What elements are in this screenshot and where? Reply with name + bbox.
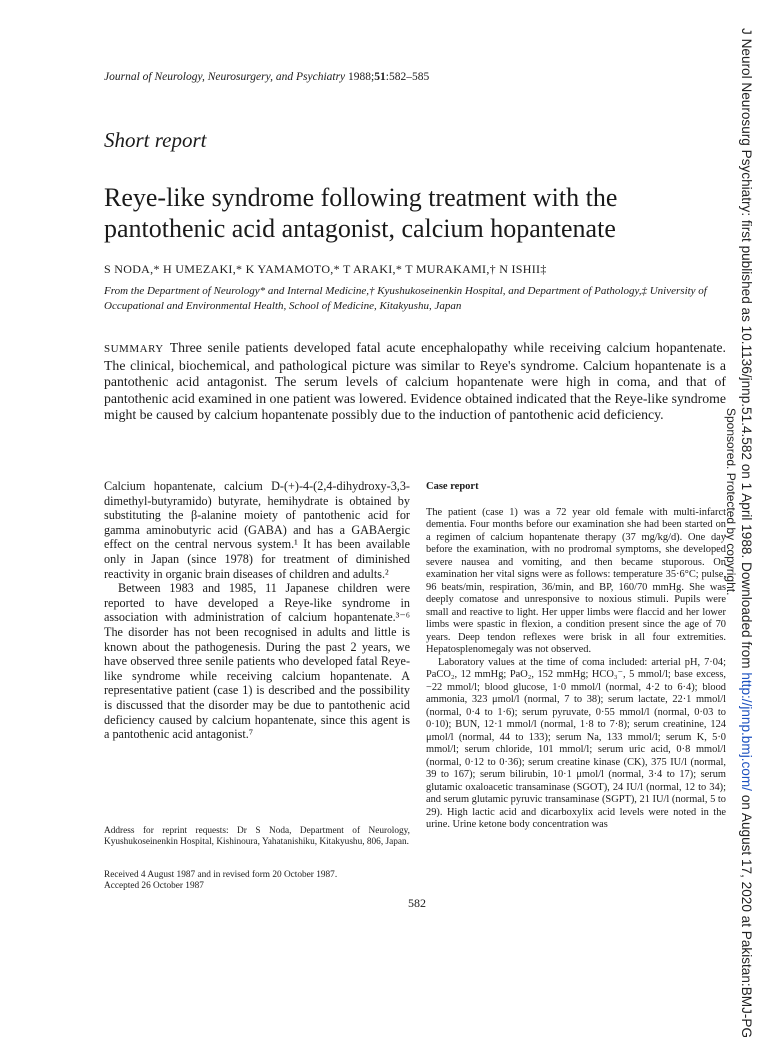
section-label: Short report [104, 128, 207, 152]
page-number: 582 [408, 896, 426, 910]
copyright-watermark: Sponsored. Protected by copyright. [724, 408, 738, 596]
intro-paragraph-2: Between 1983 and 1985, 11 Japanese children were reported to have developed a Reye-like syndrome in association with administration of calcium hopantenate.³⁻⁶ The disorder has not been recognised in adults and little is known about the pathogenesis. During the past 2 years, we have observed three senile patients who developed fatal Reye-like syndrome while receiving calcium hopantenate. A representative patient (case 1) is described and the possibility is discussed that the disorder may be due to pantothenic acid deficiency caused by calcium hopantenate, since this agent is a pantothenic acid antagonist.⁷ [104, 581, 410, 742]
summary-text: Three senile patients developed fatal acute encephalopathy while receiving calcium hopantenate. The clinical, biochemical, and pathological picture was similar to Reye's syndrome. Calcium hopantenate is a pantothenic acid antagonist. The serum levels of calcium hopantenate were high in coma, and that of pantothenic acid examined in one patient was lowered. Evidence obtained indicated that the Reye-like syndrome might be caused by calcium hopantenate possibly due to the induction of pantothenic acid deficiency. [104, 340, 726, 423]
journal-link[interactable]: http://jnnp.bmj.com/ [739, 672, 754, 791]
author-list: S NODA,* H UMEZAKI,* K YAMAMOTO,* T ARAKI,* T MURAKAMI,† N ISHII‡ [104, 262, 547, 276]
intro-paragraph-1: Calcium hopantenate, calcium D-(+)-4-(2,4-dihydroxy-3,3-dimethyl-butyramido) butyrate, hemihydrate is obtained by substituting the β-alanine moiety of pantothenic acid for gamma aminobutyric acid (GABA) and has a GABAergic effect on the central nervous system.¹ It has been available only in Japan (since 1978) for treatment of diminished reactivity in organic brain diseases of children and adults.² [104, 479, 410, 581]
summary-abstract [104, 340, 726, 424]
case-report-heading: Case report [426, 481, 479, 492]
download-watermark [739, 28, 754, 1038]
reprint-address: Address for reprint requests: Dr S Noda, Department of Neurology, Kyushukoseinenkin Hospital, Kishinoura, Yahatanishiku, Kitakyushu, 806, Japan. [104, 826, 410, 848]
affiliation: From the Department of Neurology* and Internal Medicine,† Kyushukoseinenkin Hospital, and Department of Pathology,‡ University of Occupational and Environmental Health, School of Medicine, Kitakyushu, Japan [104, 285, 707, 312]
case-paragraph-2: Laboratory values at the time of coma included: arterial pH, 7·04; PaCO₂, 12 mmHg; PaO₂, 152 mmHg; HCO₃⁻, 5 mmol/l; base excess, −22 mmol/l; blood glucose, 1·0 mmol/l (normal, 4·2 to 6·4); blood ammonia, 323 μmol/l (normal, 7 to 38); serum lactate, 22·1 mmol/l (normal, 0·4 to 1·6); serum pyruvate, 0·55 mmol/l (normal, 0·03 to 0·10); BUN, 12·1 mmol/l (normal, 1·8 to 7·8); serum creatinine, 124 μmol/l (normal, 44 to 133); serum Na, 133 mmol/l; serum K, 5·0 mmol/l; serum chloride, 101 mmol/l; serum uric acid, 0·8 mmol/l (normal, 0·12 to 0·36); serum creatine kinase (CK), 375 IU/l (normal, 39 to 167); serum bilirubin, 10·1 μmol/l (normal, 3·4 to 17); serum glutamic oxaloacetic transaminase (SGOT), 24 IU/l (normal, 12 to 34); and serum glutamic pyruvic transaminase (SGPT), 21 IU/l (normal, 5 to 29). High lactic acid and dicarboxylix acid levels were noted in the urine. Urine ketone body concentration was [426, 656, 726, 830]
left-column [104, 479, 410, 742]
summary-lead: SUMMARY [104, 343, 164, 355]
watermark-text: J Neurol Neurosurg Psychiatry: first published as 10.1136/jnnp.51.4.582 on 1 April 1988. Downloaded from [739, 28, 754, 673]
journal-pages: :582–585 [385, 71, 430, 83]
right-column [426, 481, 726, 832]
case-paragraph-1: The patient (case 1) was a 72 year old female with multi-infarct dementia. Four months before our examination she had been started on a regimen of calcium hopantenate therapy (37 mg/kg/d). One day before the examination, with no prodromal symptoms, she developed severe nausea and vomiting, and then became stuporous. On examination her vital signs were as follows: temperature 35·6°C; pulse, 96 beats/min, respiration, 36/min, and BP, 160/70 mmHg. She was deeply comatose and unresponsive to noxious stimuli. Pupils were small and reactive to light. Her upper limbs were flaccid and her lower limbs were spastic in flexion, a condition present since the age of 70 years. Deep tendon reflexes were brisk in all four extremities. Hepatosplenomegaly was not observed. [426, 506, 726, 655]
received-date: Received 4 August 1987 and in revised form 20 October 1987. [104, 870, 338, 880]
journal-year: 1988; [348, 71, 375, 83]
journal-citation [104, 71, 429, 83]
article-title: Reye-like syndrome following treatment with the pantothenic acid antagonist, calcium hopantenate [104, 183, 618, 243]
journal-name: Journal of Neurology, Neurosurgery, and Psychiatry [104, 71, 346, 83]
watermark-text-end: on August 17, 2020 at Pakistan:BMJ-PG [739, 790, 754, 1038]
received-dates [104, 870, 410, 893]
accepted-date: Accepted 26 October 1987 [104, 881, 204, 892]
journal-volume: 51 [374, 71, 386, 83]
